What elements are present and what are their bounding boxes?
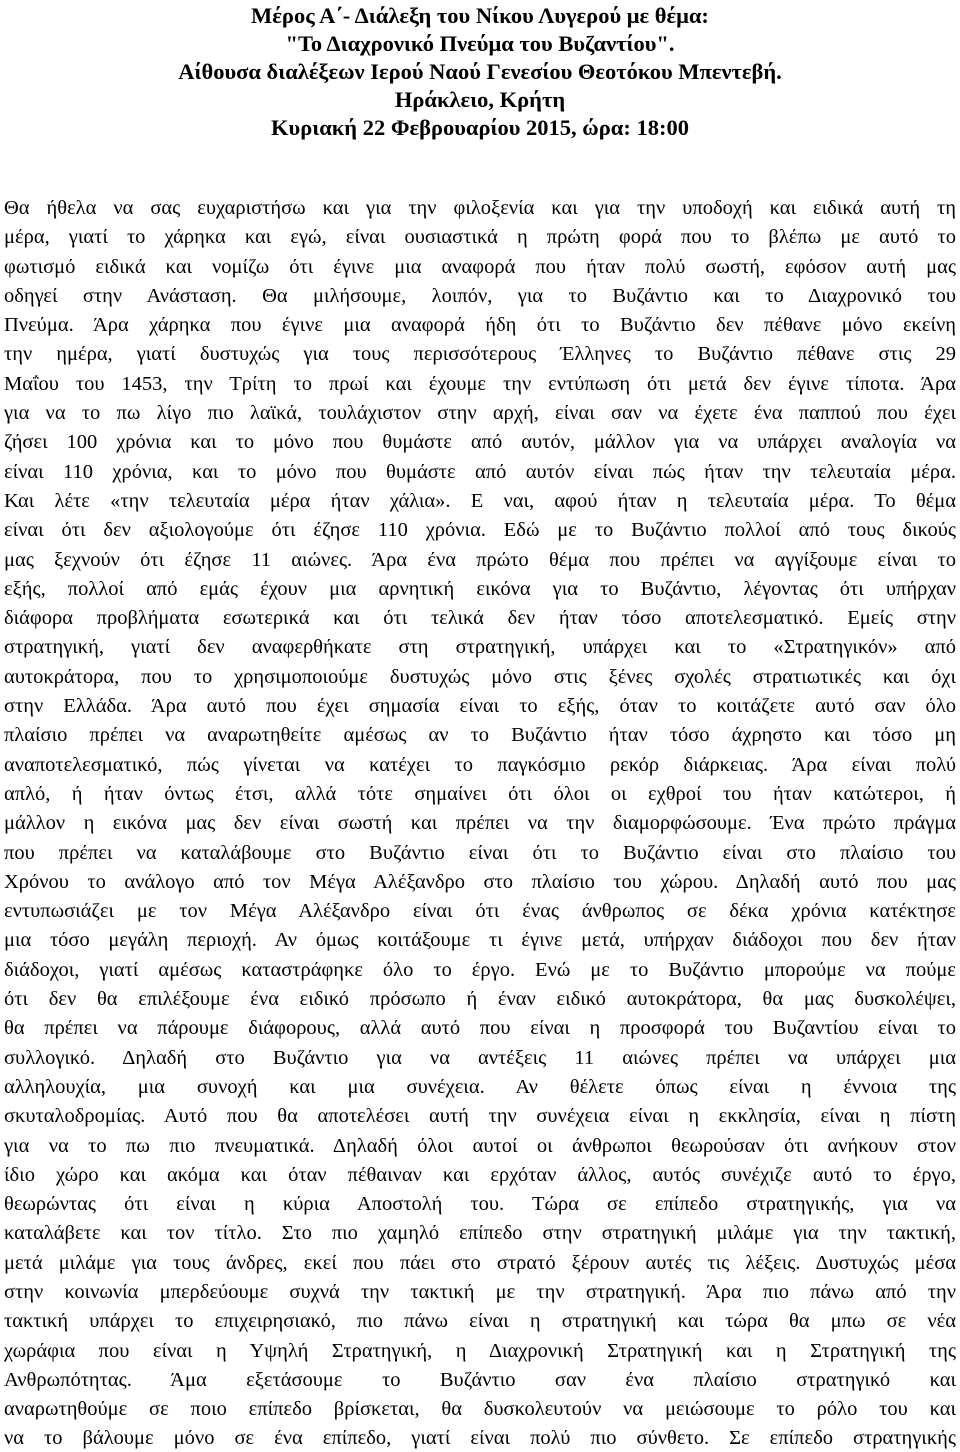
body-text-line: την ημέρα, γιατί δυστυχώς για τους περισσότερους Έλληνες το Βυζάντιο πέθανε στις 29 xyxy=(4,343,956,366)
body-text-line: στην Ελλάδα. Άρα αυτό που έχει σημασία είναι το εξής, όταν το κοιτάζετε αυτό σαν όλο xyxy=(4,695,956,718)
body-text-line: είναι 110 χρόνια, και το μόνο που θυμάστε από αυτόν είναι πώς ήταν την τελευταία μέρα. xyxy=(4,460,956,483)
body-text-line: εξής, πολλοί από εμάς έχουν μια αρνητική εικόνα για το Βυζάντιο, λέγοντας ότι υπήρχαν xyxy=(4,577,956,600)
body-text-line: φωτισμό ειδικά και νομίζω ότι έγινε μια αναφορά που ήταν πολύ σωστή, εφόσον αυτή μας xyxy=(4,255,956,278)
body-text-line: Και λέτε «την τελευταία μέρα ήταν χάλια». Ε ναι, αφού ήταν η τελευταία μέρα. Το θέμα xyxy=(4,489,956,512)
body-text-line: μια τόσο μεγάλη περιοχή. Αν όμως κοιτάξουμε τι έγινε μετά, υπήρχαν διάδοχοι που δεν ήταν xyxy=(4,929,956,952)
header-subject-line: "Το Διαχρονικό Πνεύμα του Βυζαντίου". xyxy=(285,31,675,56)
body-text-line: ότι δεν θα επιλέξουμε ένα ειδικό πρόσωπο ή έναν ειδικό αυτοκράτορα, θα μας δυσκολέψει, xyxy=(4,988,956,1011)
body-text-line: οδηγεί στην Ανάσταση. Θα μιλήσουμε, λοιπόν, για το Βυζάντιο και το Διαχρονικό του xyxy=(4,284,956,307)
body-text-line: Πνεύμα. Άρα χάρηκα που έγινε μια αναφορά ήδη ότι το Βυζάντιο δεν πέθανε μόνο εκείνη xyxy=(4,314,956,337)
body-text-line: μας ξεχνούν ότι έζησε 11 αιώνες. Άρα ένα πρώτο θέμα που πρέπει να αγγίξουμε είναι το xyxy=(4,548,956,571)
body-text-line: αναποτελεσματικό, πώς γίνεται να κατέχει το παγκόσμιο ρεκόρ διάρκειας. Άρα είναι πολύ xyxy=(4,753,956,776)
header-venue-line: Αίθουσα διαλέξεων Ιερού Ναού Γενεσίου Θεοτόκου Μπεντεβή. xyxy=(178,59,782,84)
body-text-line: εντυπωσιάζει με τον Μέγα Αλέξανδρο είναι ότι ένας άνθρωπος σε δέκα χρόνια κατέκτησε xyxy=(4,900,956,923)
body-text-line: Χρόνου το ανάλογο από τον Μέγα Αλέξανδρο στο πλαίσιο του χώρου. Δηλαδή αυτό που μας xyxy=(4,870,956,893)
body-text-line: αναρωτηθούμε σε ποιο επίπεδο βρίσκεται, θα δυσκολευτούν να μειώσουμε το ρόλο του και xyxy=(4,1398,956,1421)
body-text-line: τακτική υπάρχει το επιχειρησιακό, πιο πάνω είναι η στρατηγική και τώρα θα μπω σε νέα xyxy=(4,1310,956,1333)
header-location-line: Ηράκλειο, Κρήτη xyxy=(394,87,566,112)
body-text-line: στην κοινωνία μπερδεύουμε συχνά την τακτική με την στρατηγική. Άρα πιο πάνω από την xyxy=(4,1280,956,1303)
body-text-line: για να το πω πιο πνευματικά. Δηλαδή όλοι αυτοί οι άνθρωποι θεωρούσαν ότι ανήκουν στον xyxy=(4,1134,956,1157)
lecture-header xyxy=(0,0,960,142)
body-text-line: αλληλουχία, μια συνοχή και μια συνέχεια. Αν θέλετε όπως είναι η έννοια της xyxy=(4,1075,956,1098)
body-text-line: χωράφια που είναι η Υψηλή Στρατηγική, η Διαχρονική Στρατηγική και η Στρατηγική της xyxy=(4,1339,956,1362)
body-text-line: συλλογικό. Δηλαδή στο Βυζάντιο για να αντέξεις 11 αιώνες πρέπει να υπάρχει μια xyxy=(4,1046,956,1069)
body-text-line: μετά μιλάμε για τους άνδρες, εκεί που πάει στο στρατό ξέρουν αυτές τις λέξεις. Δυστυχώς μέσα xyxy=(4,1251,956,1274)
body-text-line: διάδοχοι, γιατί αμέσως καταστράφηκε όλο το έργο. Ενώ με το Βυζάντιο μπορούμε να πούμε xyxy=(4,958,956,981)
body-text-line: μάλλον η εικόνα μας δεν είναι σωστή και πρέπει να την διαμορφώσουμε. Ένα πρώτο πράγμα xyxy=(4,812,956,835)
body-text-line: να το βάλουμε μόνο σε ένα επίπεδο, γιατί είναι πολύ πιο σύνθετο. Σε επίπεδο στρατηγικής xyxy=(4,1427,956,1450)
body-text-line: για να το πω λίγο πιο λαϊκά, τουλάχιστον στην αρχή, είναι σαν να έχετε ένα παππού που έχει xyxy=(4,402,956,425)
body-text-line: σκυταλοδρομίας. Αυτό που θα αποτελέσει αυτή την συνέχεια είναι η εκκλησία, είναι η πίστη xyxy=(4,1105,956,1128)
body-text-line: είναι ότι δεν αξιολογούμε ότι έζησε 110 χρόνια. Εδώ με το Βυζάντιο πολλοί από τους δικούς xyxy=(4,519,956,542)
body-text-line: στρατηγική, γιατί δεν αναφερθήκατε στη στρατηγική, υπάρχει και το «Στρατηγικόν» από xyxy=(4,636,956,659)
body-text-line: καταλάβετε και τον τίτλο. Στο πιο χαμηλό επίπεδο στην στρατηγική μιλάμε για την τακτική, xyxy=(4,1222,956,1245)
body-text-line: που πρέπει να καταλάβουμε στο Βυζάντιο είναι ότι το Βυζάντιο είναι στο πλαίσιο του xyxy=(4,841,956,864)
body-text-line: θεωρώντας ότι είναι η κύρια Αποστολή του. Τώρα σε επίπεδο στρατηγικής, για να xyxy=(4,1193,956,1216)
lecture-body-text xyxy=(4,194,956,1452)
header-title-line: Μέρος Α΄- Διάλεξη του Νίκου Λυγερού με θέμα: xyxy=(251,3,709,28)
body-text-line: θα πρέπει να πάρουμε διάφορους, αλλά αυτό που είναι η προσφορά του Βυζαντίου είναι το xyxy=(4,1017,956,1040)
body-text-line: Μαΐου του 1453, την Τρίτη το πρωί και έχουμε την εντύπωση ότι μετά δεν έγινε τίποτα. Άρα xyxy=(4,372,956,395)
body-text-line: ίδιο χώρο και ακόμα και όταν πέθαιναν και ερχόταν άλλος, αυτός συνέχιζε αυτό το έργο, xyxy=(4,1163,956,1186)
header-date-line: Κυριακή 22 Φεβρουαρίου 2015, ώρα: 18:00 xyxy=(271,115,689,140)
body-text-line: ζήσει 100 χρόνια και το μόνο που θυμάστε από αυτόν, μάλλον για να υπάρχει αναλογία να xyxy=(4,431,956,454)
body-text-line: μέρα, γιατί το χάρηκα και εγώ, είναι ουσιαστικά η πρώτη φορά που το βλέπω με αυτό το xyxy=(4,226,956,249)
body-text-line: διάφορα προβλήματα εσωτερικά και ότι τελικά δεν ήταν τόσο αποτελεσματικό. Εμείς στην xyxy=(4,607,956,630)
body-text-line: απλό, ή ήταν όντως έτσι, αλλά τότε σημαίνει ότι όλοι οι εχθροί του ήταν κατώτεροι, ή xyxy=(4,782,956,805)
body-text-line: αυτοκράτορα, που το χρησιμοποιούμε δυστυχώς μόνο στις ξένες σχολές στρατιωτικές και όχι xyxy=(4,665,956,688)
body-text-line: Ανθρωπότητας. Άμα εξετάσουμε το Βυζάντιο σαν ένα πλαίσιο στρατηγικό και xyxy=(4,1368,956,1391)
body-text-line: πλαίσιο πρέπει να αναρωτηθείτε αμέσως αν το Βυζάντιο ήταν τόσο άχρηστο και τόσο μη xyxy=(4,724,956,747)
body-text-line: Θα ήθελα να σας ευχαριστήσω και για την φιλοξενία και για την υποδοχή και ειδικά αυτή τη xyxy=(4,197,956,219)
